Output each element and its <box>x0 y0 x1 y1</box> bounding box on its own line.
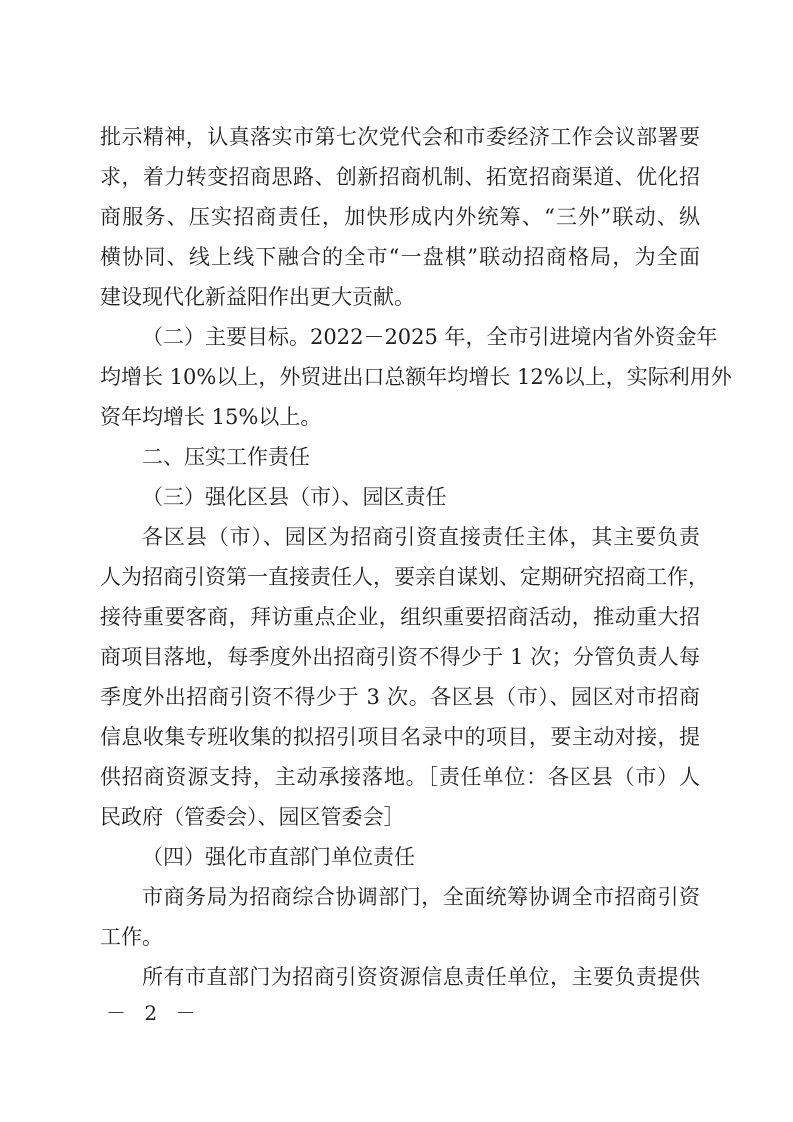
text-line: （二）主要目标。2022－2025 年，全市引进境内省外资金年 <box>142 325 718 349</box>
text-line: 接待重要客商，拜访重点企业，组织重要招商活动，推动重大招 <box>100 605 700 629</box>
page-number: － 2 － <box>106 1001 202 1025</box>
text-line: 供招商资源支持，主动承接落地。［责任单位：各区县（市）人 <box>100 765 700 789</box>
text-line: 各区县（市）、园区为招商引资直接责任主体，其主要负责 <box>142 525 700 549</box>
text-line: 批示精神，认真落实市第七次党代会和市委经济工作会议部署要 <box>100 125 700 149</box>
text-line: 商服务、压实招商责任，加快形成内外统筹、“三外”联动、纵 <box>100 205 700 229</box>
text-line: 市商务局为招商综合协调部门，全面统筹协调全市招商引资 <box>142 885 700 909</box>
subsection-heading: （三）强化区县（市）、园区责任 <box>142 485 447 509</box>
text-line: 资年均增长 15%以上。 <box>100 405 322 429</box>
text-line: 所有市直部门为招商引资资源信息责任单位，主要负责提供 <box>142 965 700 989</box>
subsection-heading: （四）强化市直部门单位责任 <box>142 845 415 869</box>
text-line: 商项目落地，每季度外出招商引资不得少于 1 次；分管负责人每 <box>100 645 700 669</box>
text-line: 人为招商引资第一直接责任人，要亲自谋划、定期研究招商工作， <box>100 565 709 589</box>
text-line: 建设现代化新益阳作出更大贡献。 <box>100 285 415 309</box>
text-line: 横协同、线上线下融合的全市“一盘棋”联动招商格局，为全面 <box>100 245 700 269</box>
text-line: 工作。 <box>100 925 163 949</box>
section-heading: 二、压实工作责任 <box>142 445 310 469</box>
text-line: 求，着力转变招商思路、创新招商机制、拓宽招商渠道、优化招 <box>100 165 700 189</box>
text-line: 信息收集专班收集的拟招引项目名录中的项目，要主动对接，提 <box>100 725 700 749</box>
body-text <box>100 117 732 997</box>
text-line: 均增长 10%以上，外贸进出口总额年均增长 12%以上，实际利用外 <box>100 365 732 389</box>
text-line: 民政府（管委会）、园区管委会］ <box>100 805 405 829</box>
text-line: 季度外出招商引资不得少于 3 次。各区县（市）、园区对市招商 <box>100 685 700 709</box>
